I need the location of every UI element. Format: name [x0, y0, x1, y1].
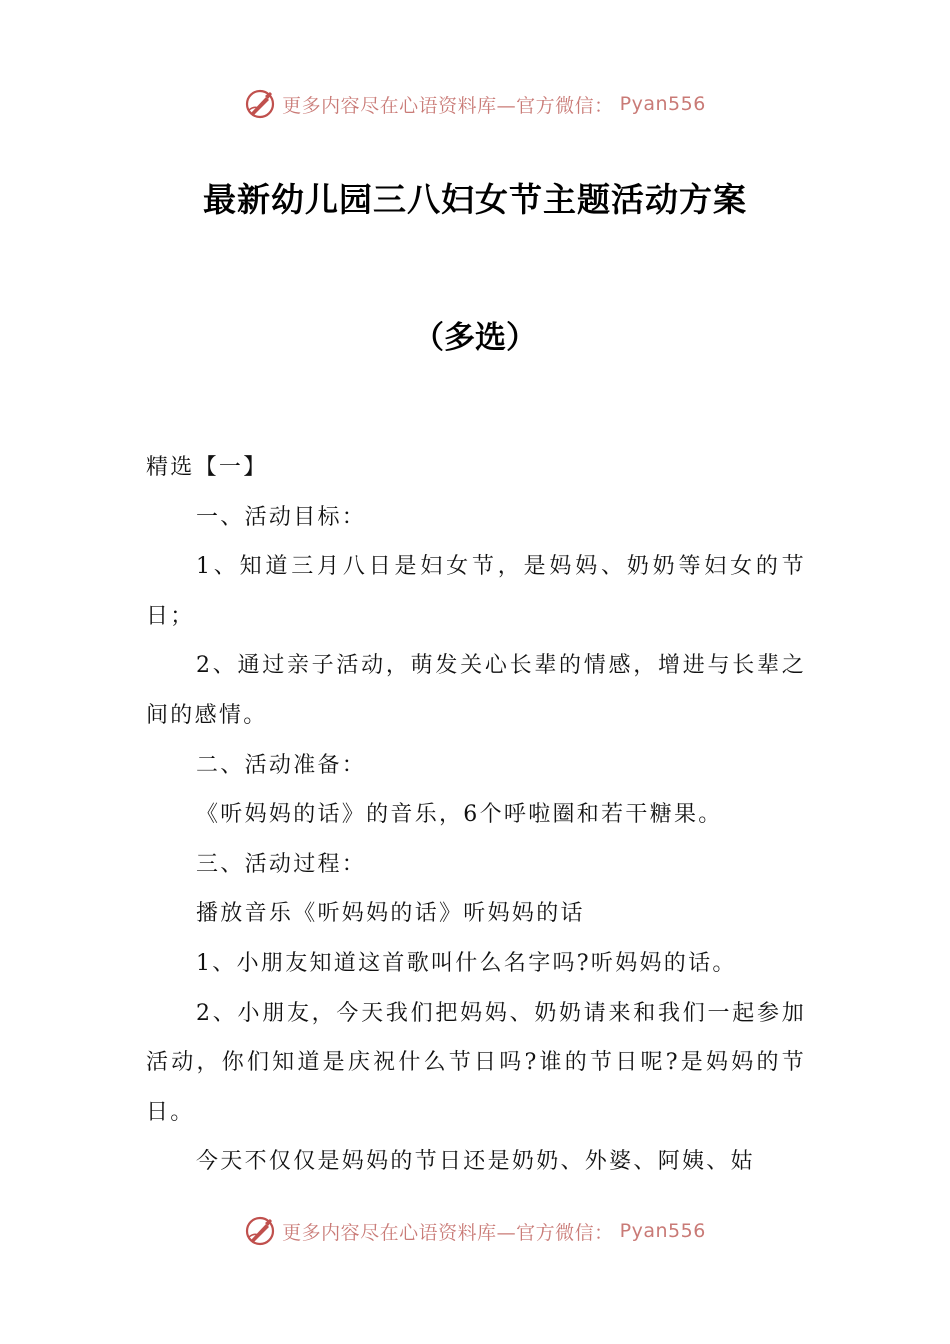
document-body: [146, 443, 806, 1187]
document-title: 最新幼儿园三八妇女节主题活动方案: [203, 180, 747, 219]
paragraph: 2、小朋友，今天我们把妈妈、奶奶请来和我们一起参加活动，你们知道是庆祝什么节日吗?谁的节日呢?是妈妈的节日。: [146, 1000, 806, 1125]
paragraph: 二、活动准备：: [196, 752, 367, 778]
paragraph: 1、小朋友知道这首歌叫什么名字吗?听妈妈的话。: [196, 950, 737, 976]
paragraph: 今天不仅仅是妈妈的节日还是奶奶、外婆、阿姨、姑: [196, 1149, 755, 1175]
footer-watermark: [0, 1213, 950, 1249]
paragraph: 1、知道三月八日是妇女节，是妈妈、奶奶等妇女的节日；: [146, 554, 806, 629]
paragraph: 2、通过亲子活动，萌发关心长辈的情感，增进与长辈之间的感情。: [146, 653, 806, 728]
pen-circle-logo-icon: [244, 1215, 276, 1247]
watermark-wechat-id: Pyan556: [619, 93, 706, 115]
paragraph: 一、活动目标：: [196, 504, 367, 530]
watermark-text: 更多内容尽在心语资料库—官方微信：: [282, 1221, 614, 1244]
paragraph: 《听妈妈的话》的音乐，6个呼啦圈和若干糖果。: [196, 802, 723, 828]
paragraph: 播放音乐《听妈妈的话》听妈妈的话: [196, 901, 585, 927]
header-watermark: [0, 86, 950, 122]
section-heading: 精选【一】: [146, 455, 268, 480]
watermark-text: 更多内容尽在心语资料库—官方微信：: [282, 94, 614, 117]
document-subtitle: （多选）: [413, 320, 537, 356]
watermark-wechat-id: Pyan556: [619, 1220, 706, 1242]
pen-circle-logo-icon: [244, 88, 276, 120]
paragraph: 三、活动过程：: [196, 851, 367, 877]
